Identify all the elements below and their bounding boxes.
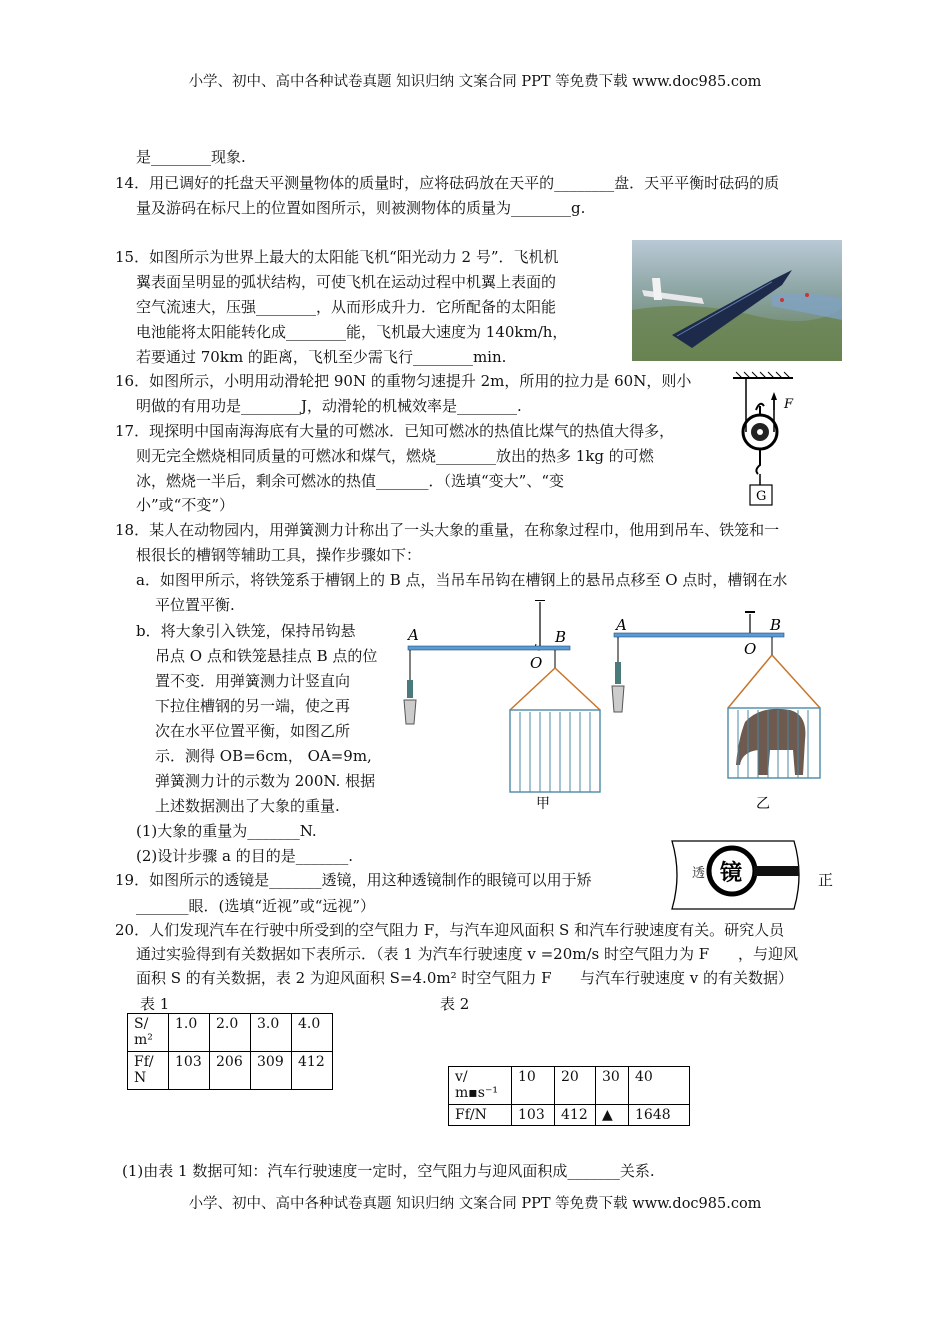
text-line: ，与迎风 bbox=[738, 945, 799, 963]
text-line: 示．测得 OB=6cm， OA=9m, bbox=[155, 747, 372, 765]
label-B: B bbox=[770, 616, 782, 634]
lens-text-tou: 透 bbox=[692, 866, 706, 881]
text-line: 上述数据测出了大象的重量. bbox=[155, 797, 340, 815]
table2-label: 表 2 bbox=[440, 995, 470, 1013]
question-16: 16．如图所示，小明用动滑轮把 90N 的重物匀速提升 2m，所用的拉力是 60N，则小 bbox=[115, 372, 692, 390]
table-cell: 40 bbox=[629, 1067, 690, 1105]
text-line: 翼表面呈明显的弧状结构，可使飞机在运动过程中机翼上表面的 bbox=[136, 273, 557, 291]
table-row bbox=[449, 1067, 690, 1105]
text-line: (2)设计步骤 a 的目的是_______. bbox=[136, 847, 353, 865]
table1-label: 表 1 bbox=[140, 995, 170, 1013]
text-line: b．将大象引入铁笼，保持吊钩悬 bbox=[136, 622, 356, 640]
text-line: 冰，燃烧一半后，剩余可燃冰的热值_______．（选填“变大”、“变 bbox=[136, 472, 565, 490]
text-line: 通过实验得到有关数据如下表所示．（表 1 为汽车行驶速度 v =20m/s 时空气阻力为 F bbox=[136, 945, 710, 963]
lens-text-jing: 镜 bbox=[720, 860, 743, 886]
text-line: 则无完全燃烧相同质量的可燃冰和煤气，燃烧________放出的热多 1kg 的可燃 bbox=[136, 447, 654, 465]
lever-figure-right bbox=[610, 600, 835, 810]
table-cell: Ff/N bbox=[449, 1105, 512, 1126]
text-line: 次在水平位置平衡，如图乙所 bbox=[155, 722, 351, 740]
pulley-figure bbox=[728, 370, 818, 510]
text-line: 电池能将太阳能转化成________能，飞机最大速度为 140km/h， bbox=[136, 323, 568, 341]
table-cell: 412 bbox=[292, 1052, 333, 1090]
page-header: 小学、初中、高中各种试卷真题 知识归纳 文案合同 PPT 等免费下载 www.doc985.com bbox=[188, 74, 762, 90]
question-15: 15．如图所示为世界上最大的太阳能飞机“阳光动力 2 号”．飞机机 bbox=[115, 248, 559, 266]
table-cell: 206 bbox=[210, 1052, 251, 1090]
table-cell: 4.0 bbox=[292, 1014, 333, 1052]
text-line: 吊点 O 点和铁笼悬挂点 B 点的位 bbox=[155, 647, 378, 665]
text-line: 量及游码在标尺上的位置如图所示，则被测物体的质量为________g. bbox=[136, 199, 586, 217]
table-cell: S/ m² bbox=[128, 1014, 169, 1052]
table-cell: 1.0 bbox=[169, 1014, 210, 1052]
page-footer: 小学、初中、高中各种试卷真题 知识归纳 文案合同 PPT 等免费下载 www.doc985.com bbox=[188, 1196, 762, 1212]
label-O: O bbox=[530, 654, 543, 672]
text-line: a．如图甲所示，将铁笼系于槽钢上的 B 点，当吊车吊钩在槽钢上的悬吊点移至 O 点时，槽钢在水 bbox=[136, 571, 788, 589]
text-line: _______眼．(选填“近视”或“远视”） bbox=[136, 897, 376, 915]
table-cell: 1648 bbox=[629, 1105, 690, 1126]
force-label: F bbox=[784, 397, 794, 412]
table-cell: 103 bbox=[169, 1052, 210, 1090]
text-line: 下拉住槽钢的另一端，使之再 bbox=[155, 697, 351, 715]
text-line: 小”或“不变”） bbox=[136, 496, 235, 514]
text-line: 根很长的槽钢等辅助工具，操作步骤如下： bbox=[136, 546, 422, 564]
text-line: 弹簧测力计的示数为 200N. 根据 bbox=[155, 772, 376, 790]
label-O: O bbox=[744, 640, 757, 658]
text-line: 若要通过 70km 的距离，飞机至少需飞行________min. bbox=[136, 348, 507, 366]
table-row bbox=[449, 1105, 690, 1126]
table-cell: Ff/ N bbox=[128, 1052, 169, 1090]
question-14: 14．用已调好的托盘天平测量物体的质量时，应将砝码放在天平的________盘．天平平衡时砝码的质 bbox=[115, 174, 780, 192]
caption-jia: 甲 bbox=[536, 796, 550, 810]
text-line: (1)由表 1 数据可知：汽车行驶速度一定时，空气阻力与迎风面积成_______关系. bbox=[122, 1162, 655, 1180]
question-20: 20．人们发现汽车在行驶中所受到的空气阻力 F，与汽车迎风面积 S 和汽车行驶速度有关。研究人员 bbox=[115, 921, 785, 939]
table-cell: ▲ bbox=[596, 1105, 629, 1126]
table-row bbox=[128, 1014, 333, 1052]
table-cell: 103 bbox=[512, 1105, 555, 1126]
label-A: A bbox=[616, 616, 627, 634]
table-cell: 10 bbox=[512, 1067, 555, 1105]
table-cell: 30 bbox=[596, 1067, 629, 1105]
label-B: B bbox=[555, 628, 567, 646]
text-line: 空气流速大，压强________，从而形成升力．它所配备的太阳能 bbox=[136, 298, 557, 316]
weight-label: G bbox=[756, 489, 767, 504]
text-line: 与汽车行驶速度 v 的有关数据） bbox=[580, 969, 794, 987]
table-cell: 20 bbox=[555, 1067, 596, 1105]
text-line: 是________现象. bbox=[136, 148, 246, 166]
text-line: 平位置平衡. bbox=[155, 596, 235, 614]
text-line: 正 bbox=[818, 871, 834, 889]
label-A: A bbox=[408, 626, 419, 644]
lens-figure bbox=[668, 835, 808, 915]
table-cell: 2.0 bbox=[210, 1014, 251, 1052]
question-18: 18．某人在动物园内，用弹簧测力计称出了一头大象的重量，在称象过程巾，他用到吊车、铁笼和一 bbox=[115, 521, 780, 539]
question-19: 19．如图所示的透镜是_______透镜，用这种透镜制作的眼镜可以用于矫 bbox=[115, 871, 592, 889]
table-cell: 412 bbox=[555, 1105, 596, 1126]
table-cell: v/ m▪s⁻¹ bbox=[449, 1067, 512, 1105]
solar-plane-photo bbox=[632, 240, 842, 361]
table-cell: 3.0 bbox=[251, 1014, 292, 1052]
table-2 bbox=[448, 1066, 690, 1126]
text-line: 面积 S 的有关数据，表 2 为迎风面积 S=4.0m² 时空气阻力 F bbox=[136, 969, 552, 987]
question-17: 17．现探明中国南海海底有大量的可燃冰．已知可燃冰的热值比煤气的热值大得多， bbox=[115, 422, 675, 440]
text-line: 置不变．用弹簧测力计竖直向 bbox=[155, 672, 351, 690]
table-cell: 309 bbox=[251, 1052, 292, 1090]
text-line: 明做的有用功是________J，动滑轮的机械效率是________. bbox=[136, 397, 522, 415]
lever-figure-left bbox=[400, 600, 610, 810]
caption-yi: 乙 bbox=[756, 796, 770, 810]
text-line: (1)大象的重量为_______N. bbox=[136, 822, 317, 840]
table-row bbox=[128, 1052, 333, 1090]
table-1 bbox=[127, 1013, 333, 1090]
